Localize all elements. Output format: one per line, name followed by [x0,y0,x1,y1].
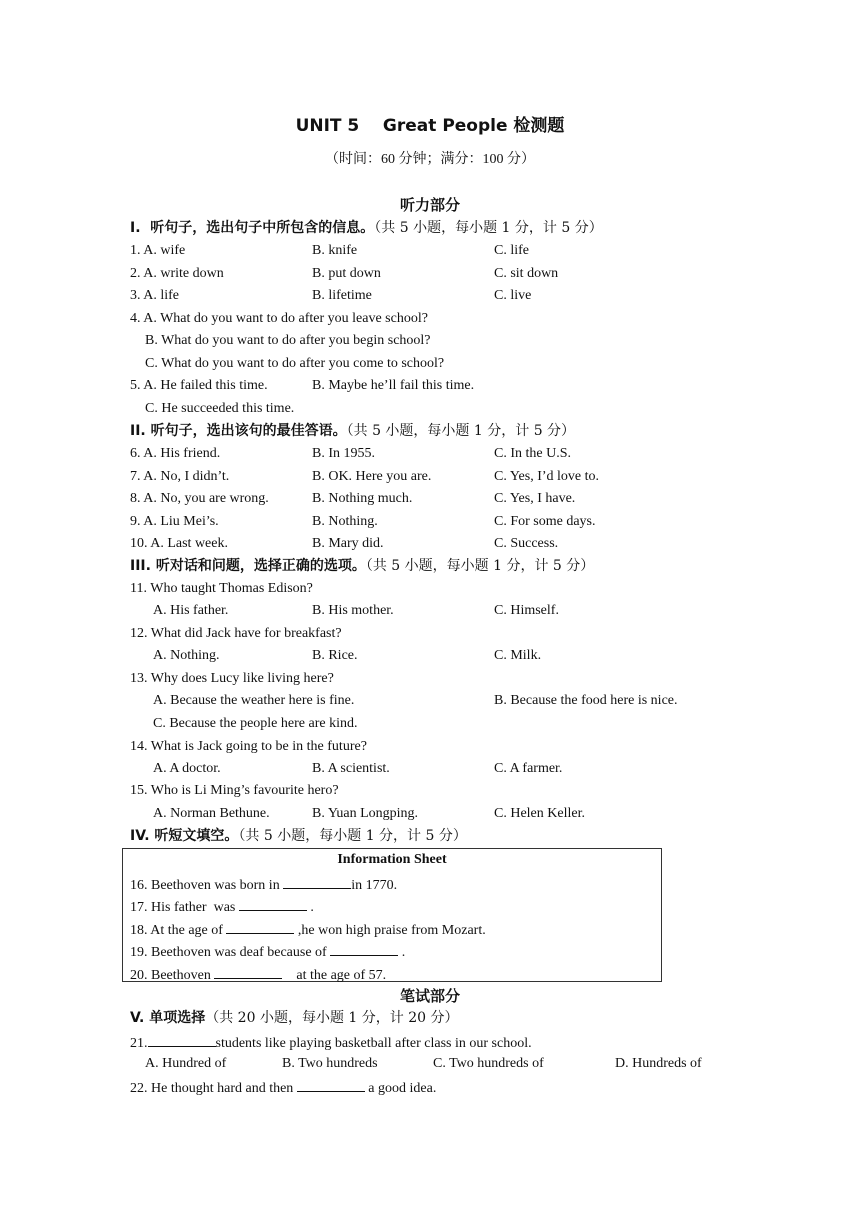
question-21-option-b: B. Two hundreds [282,1056,378,1071]
question-12-option-c: C. Milk. [494,648,542,663]
question-17 [130,896,314,917]
writing-heading: 笔试部分 [399,987,460,1005]
question-17-tail: . [306,900,314,915]
question-22 [130,1077,436,1098]
question-15-option-c: C. Helen Keller. [494,806,585,821]
question-12-option-b: B. Rice. [312,648,358,663]
question-20 [130,964,386,985]
answer-blank [297,1077,365,1092]
section-1-label: I. 听句子，选出句子中所包含的信息。 [130,220,375,236]
question-3-option-c: C. live [494,288,532,303]
answer-blank [148,1032,216,1047]
answer-blank [283,874,351,889]
section-5-label: V. 单项选择 [130,1010,206,1026]
question-6-option-c: C. In the U.S. [494,446,571,461]
question-14-option-b: B. A scientist. [312,761,390,776]
question-18 [130,919,486,940]
question-21-text: students like playing basketball after class in our school. [215,1036,532,1051]
question-12: 12. What did Jack have for breakfast? [130,626,342,641]
section-4-label: IV. 听短文填空。 [130,828,239,844]
question-6-option-a: 6. A. His friend. [130,446,221,461]
question-14-option-c: C. A farmer. [494,761,563,776]
exam-info: （时间：60 分钟；满分：100 分） [325,152,535,167]
question-10-option-b: B. Mary did. [312,536,384,551]
answer-blank [214,964,282,979]
question-16 [130,874,397,895]
section-5-hint: （共 20 小题，每小题 1 分，计 20 分） [205,1010,459,1026]
question-1-option-b: B. knife [312,243,358,258]
question-7-option-b: B. OK. Here you are. [312,469,432,484]
section-4-hint: （共 5 小题，每小题 1 分，计 5 分） [238,828,467,844]
question-21 [130,1032,532,1053]
question-21-option-a: A. Hundred of [145,1056,227,1071]
question-2-option-c: C. sit down [494,266,559,281]
question-17-text: 17. His father was [130,900,239,915]
section-1-hint: （共 5 小题，每小题 1 分，计 5 分） [374,220,603,236]
question-1-option-a: 1. A. wife [130,243,186,258]
section-2-label: II. 听句子，选出该句的最佳答语。 [130,423,347,439]
question-6-option-b: B. In 1955. [312,446,375,461]
question-15-option-b: B. Yuan Longping. [312,806,419,821]
question-11-option-a: A. His father. [153,603,229,618]
question-5-option-a: 5. A. He failed this time. [130,378,268,393]
question-7-option-a: 7. A. No, I didn’t. [130,469,230,484]
question-4-option-b: B. What do you want to do after you begin school? [145,333,431,348]
answer-blank [226,919,294,934]
question-19 [130,941,405,962]
question-14: 14. What is Jack going to be in the future? [130,739,367,754]
question-18-text: 18. At the age of [130,923,227,938]
question-9-option-a: 9. A. Liu Mei’s. [130,514,219,529]
section-3-label: III. 听对话和问题，选择正确的选项。 [130,558,366,574]
question-2-option-a: 2. A. write down [130,266,224,281]
question-10-option-c: C. Success. [494,536,559,551]
question-8-option-c: C. Yes, I have. [494,491,576,506]
question-8-option-a: 8. A. No, you are wrong. [130,491,269,506]
question-13-option-c: C. Because the people here are kind. [153,716,358,731]
question-18-tail: ,he won high praise from Mozart. [294,923,486,938]
section-2-heading [130,422,575,440]
information-sheet-title: Information Sheet [337,852,447,867]
question-9-option-b: B. Nothing. [312,514,378,529]
section-3-hint: （共 5 小题，每小题 1 分，计 5 分） [365,558,595,574]
question-7-option-c: C. Yes, I’d love to. [494,469,600,484]
question-12-option-a: A. Nothing. [153,648,220,663]
section-4-heading [130,827,467,845]
question-22-tail: a good idea. [364,1081,437,1096]
question-22-text: 22. He thought hard and then [130,1081,297,1096]
question-5-option-c: C. He succeeded this time. [145,401,295,416]
question-13-option-a: A. Because the weather here is fine. [153,693,355,708]
section-3-heading [130,557,594,575]
question-10-option-a: 10. A. Last week. [130,536,228,551]
question-21-number: 21. [130,1036,148,1051]
question-3-option-b: B. lifetime [312,288,372,303]
question-3-option-a: 3. A. life [130,288,179,303]
question-11-option-c: C. Himself. [494,603,559,618]
question-11-option-b: B. His mother. [312,603,394,618]
question-20-tail: at the age of 57. [282,968,387,983]
question-5-option-b: B. Maybe he’ll fail this time. [312,378,475,393]
question-19-text: 19. Beethoven was deaf because of [130,945,331,960]
question-8-option-b: B. Nothing much. [312,491,413,506]
question-2-option-b: B. put down [312,266,381,281]
listening-heading: 听力部分 [399,196,460,214]
section-2-hint: （共 5 小题，每小题 1 分，计 5 分） [346,423,576,439]
answer-blank [239,896,307,911]
section-5-heading [130,1009,458,1027]
question-4-option-a: 4. A. What do you want to do after you leave school? [130,311,428,326]
section-1-heading [130,219,603,237]
answer-blank [330,941,398,956]
question-14-option-a: A. A doctor. [153,761,221,776]
question-4-option-c: C. What do you want to do after you come to school? [145,356,445,371]
page-title: UNIT 5 Great People 检测题 [295,116,565,136]
question-21-option-d: D. Hundreds of [615,1056,702,1071]
question-1-option-c: C. life [494,243,529,258]
question-16-tail: in 1770. [351,878,398,893]
question-13: 13. Why does Lucy like living here? [130,671,334,686]
question-21-option-c: C. Two hundreds of [433,1056,544,1071]
question-13-option-b: B. Because the food here is nice. [494,693,678,708]
question-20-text: 20. Beethoven [130,968,215,983]
question-15-option-a: A. Norman Bethune. [153,806,270,821]
question-19-tail: . [398,945,406,960]
question-11: 11. Who taught Thomas Edison? [130,581,313,596]
question-15: 15. Who is Li Ming’s favourite hero? [130,783,339,798]
question-9-option-c: C. For some days. [494,514,596,529]
question-16-text: 16. Beethoven was born in [130,878,284,893]
